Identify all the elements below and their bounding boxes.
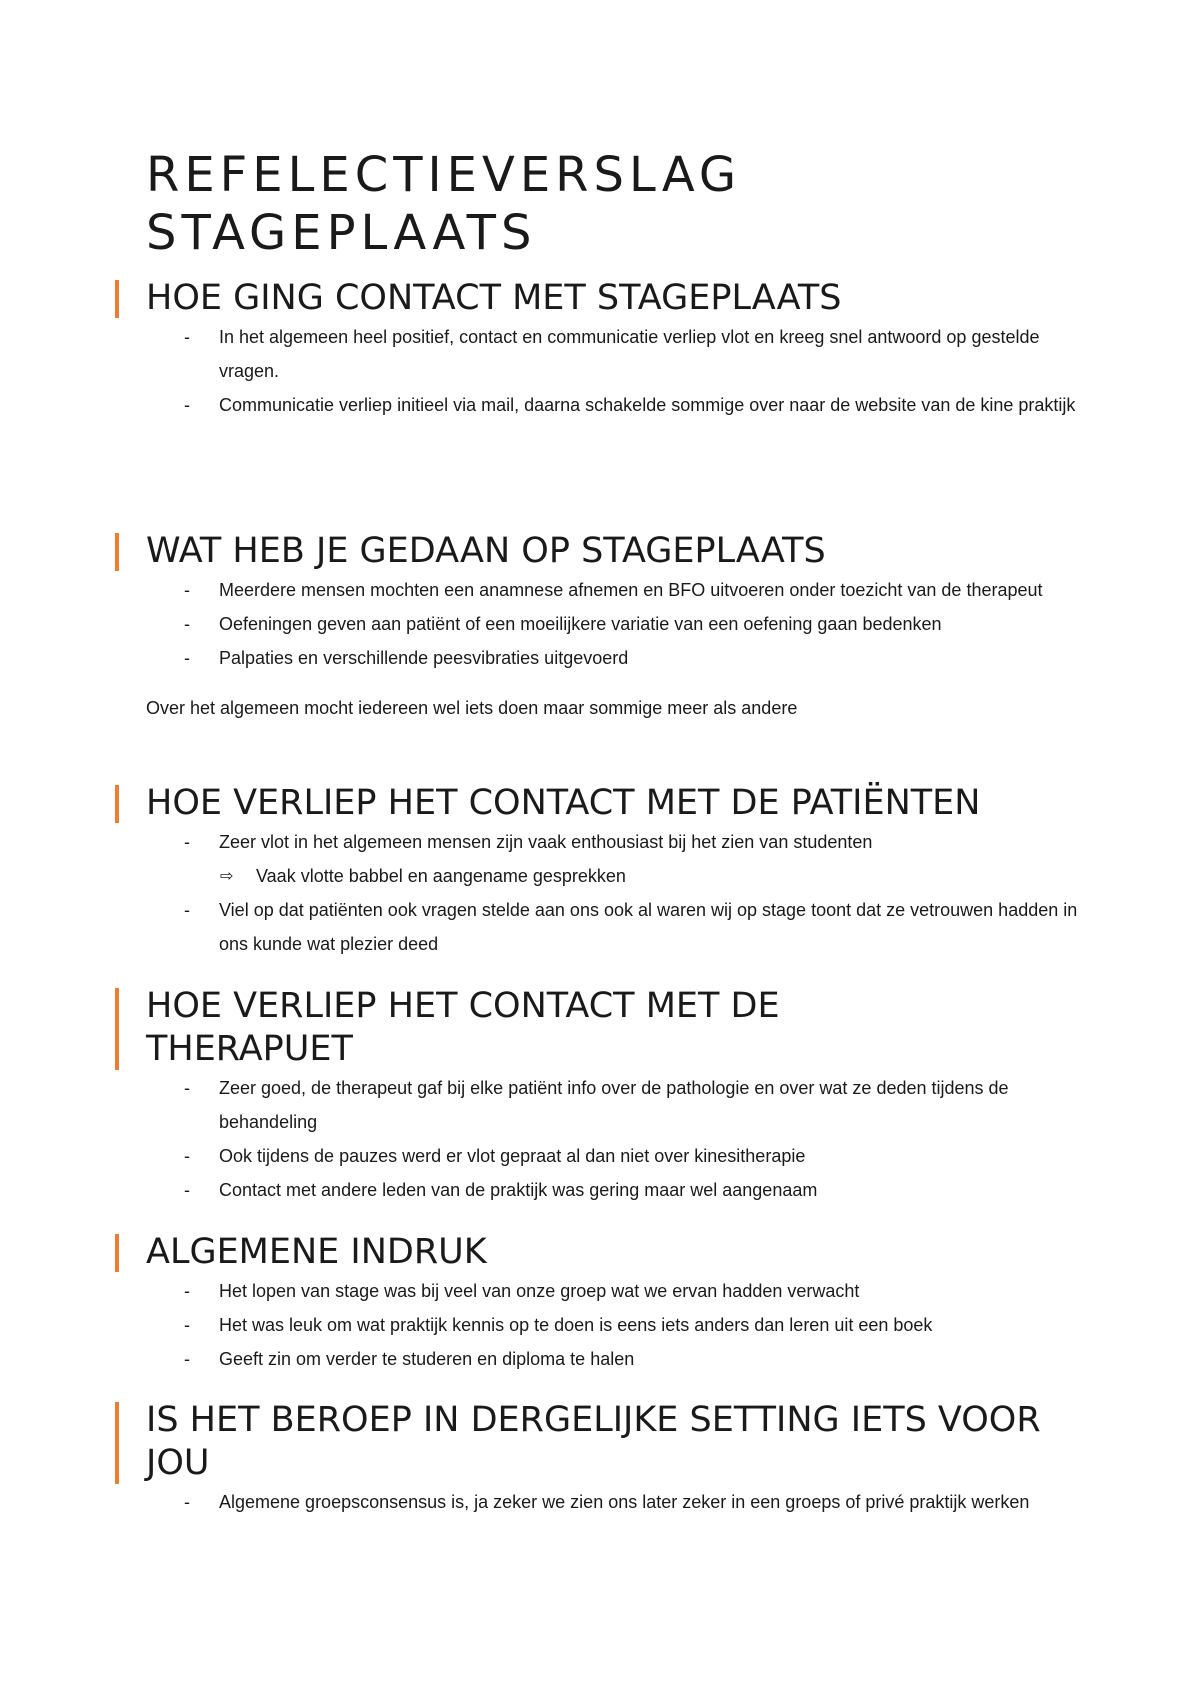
bullet-list [146,1071,1086,1207]
list-item: - In het algemeen heel positief, contact en communicatie verliep vlot en kreeg snel antwoord op gestelde vragen. [184,327,1040,381]
section-contact-stageplaats [146,277,1086,422]
section-heading: WAT HEB JE GEDAAN OP STAGEPLAATS [146,531,826,571]
section-contact-patienten [146,782,1086,961]
heading-accent-bar [115,1402,119,1484]
list-item: - Het lopen van stage was bij veel van onze groep wat we ervan hadden verwacht [184,1281,860,1301]
list-item: - Contact met andere leden van de praktijk was gering maar wel aangenaam [184,1180,818,1200]
section-heading: HOE VERLIEP HET CONTACT MET DE PATIËNTEN [146,783,981,823]
list-item: - Communicatie verliep initieel via mail, daarna schakelde sommige over naar de website van de kine praktijk [184,395,1076,415]
list-item: - Algemene groepsconsensus is, ja zeker we zien ons later zeker in een groeps of privé praktijk werken [184,1492,1030,1512]
list-item: - Palpaties en verschillende peesvibraties uitgevoerd [184,648,629,668]
arrow-right-icon: ⇨ [220,866,234,885]
bullet-list [146,1485,1086,1519]
bullet-list [146,1274,1086,1376]
section-heading: HOE VERLIEP HET CONTACT MET DE THERAPUET [146,986,780,1069]
list-item: - Zeer goed, de therapeut gaf bij elke patiënt info over de pathologie en over wat ze deden tijdens de behandeling [184,1078,1009,1132]
list-item: - Geeft zin om verder te studeren en diploma te halen [184,1349,635,1369]
bullet-list [146,320,1086,422]
section-algemene-indruk [146,1231,1086,1376]
section-gedaan-op-stageplaats [146,530,1086,725]
heading-accent-bar [115,1234,119,1272]
sub-list-item: ⇨ Vaak vlotte babbel en aangename gesprekken [146,859,1086,893]
heading-accent-bar [115,533,119,571]
list-item: - Het was leuk om wat praktijk kennis op te doen is eens iets anders dan leren uit een boek [184,1315,933,1335]
list-item: - Oefeningen geven aan patiënt of een moeilijkere variatie van een oefening gaan bedenken [184,614,942,634]
bullet-list [146,573,1086,675]
document-title: REFELECTIEVERSLAG STAGEPLAATS [146,147,742,261]
section-heading: HOE GING CONTACT MET STAGEPLAATS [146,278,842,318]
heading-accent-bar [115,280,119,318]
list-item: - Viel op dat patiënten ook vragen stelde aan ons ook al waren wij op stage toont dat ze vetrouwen hadden in ons kunde wat plezier deed [184,900,1078,954]
body-paragraph: Over het algemeen mocht iedereen wel iets doen maar sommige meer als andere [146,698,798,718]
list-item: - Ook tijdens de pauzes werd er vlot gepraat al dan niet over kinesitherapie [184,1146,806,1166]
section-heading: IS HET BEROEP IN DERGELIJKE SETTING IETS VOOR JOU [146,1400,1041,1483]
section-beroep-voor-jou [146,1399,1086,1519]
heading-accent-bar [115,988,119,1070]
section-contact-therapeut [146,985,1086,1207]
list-item: - Zeer vlot in het algemeen mensen zijn vaak enthousiast bij het zien van studenten [184,832,873,852]
list-item: - Meerdere mensen mochten een anamnese afnemen en BFO uitvoeren onder toezicht van de therapeut [184,580,1043,600]
section-heading: ALGEMENE INDRUK [146,1232,487,1272]
heading-accent-bar [115,785,119,823]
bullet-list [146,825,1086,961]
